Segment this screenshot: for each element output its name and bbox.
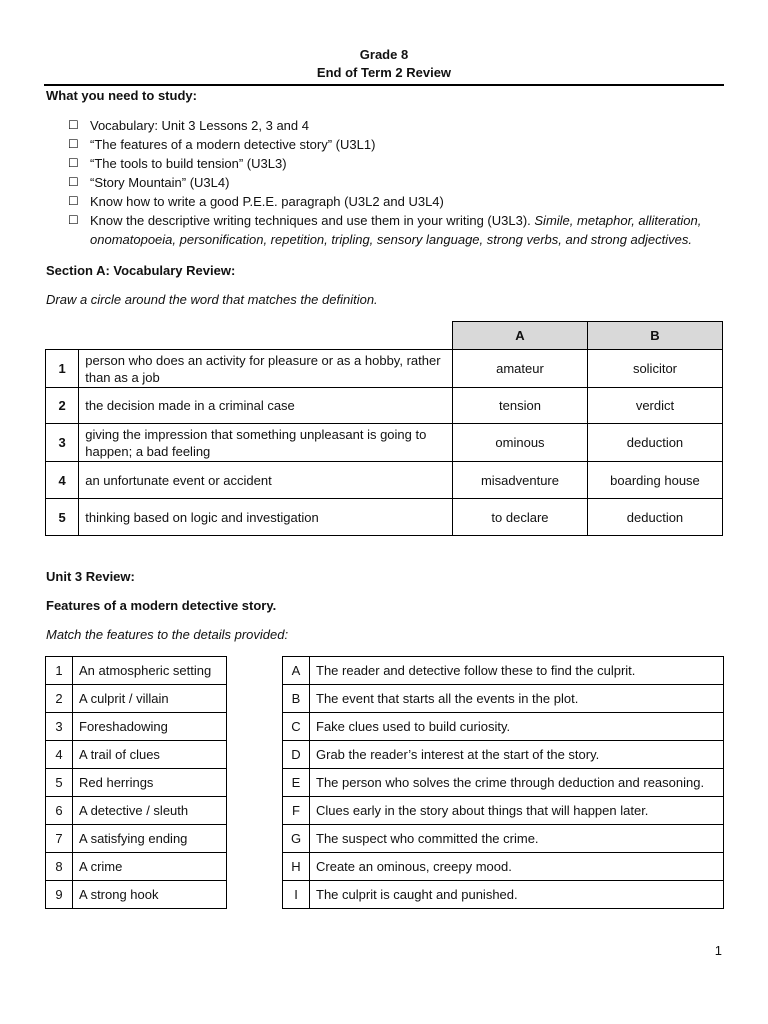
definition-cell: person who does an activity for pleasure or as a hobby, rather than as a job	[79, 350, 453, 388]
option-a-cell[interactable]: to declare	[452, 499, 587, 536]
detail-text: The person who solves the crime through deduction and reasoning.	[310, 769, 724, 797]
checkbox-icon[interactable]: ☐	[68, 137, 79, 151]
option-a-cell[interactable]: ominous	[452, 424, 587, 462]
detail-text: The culprit is caught and punished.	[310, 881, 724, 909]
checkbox-icon[interactable]: ☐	[68, 156, 79, 170]
row-number: 1	[46, 350, 79, 388]
detail-row	[283, 853, 724, 881]
feature-row	[46, 685, 227, 713]
feature-row	[46, 741, 227, 769]
checklist-item-label: “Story Mountain” (U3L4)	[90, 175, 230, 190]
option-a-cell[interactable]: misadventure	[452, 462, 587, 499]
checklist-item	[68, 135, 708, 154]
checklist-item-label: Vocabulary: Unit 3 Lessons 2, 3 and 4	[90, 118, 309, 133]
detail-row	[283, 881, 724, 909]
row-number: 2	[46, 388, 79, 424]
feature-row	[46, 797, 227, 825]
feature-number: 6	[46, 797, 73, 825]
feature-row	[46, 881, 227, 909]
feature-text: An atmospheric setting	[73, 657, 227, 685]
detail-row	[283, 657, 724, 685]
row-number: 3	[46, 424, 79, 462]
detail-letter: B	[283, 685, 310, 713]
detail-letter: H	[283, 853, 310, 881]
detail-row	[283, 769, 724, 797]
row-number: 5	[46, 499, 79, 536]
checklist-item-label: Know the descriptive writing techniques and use them in your writing (U3L3).	[90, 213, 535, 228]
definition-cell: giving the impression that something unpleasant is going to happen; a bad feeling	[79, 424, 453, 462]
section-a-heading: Section A: Vocabulary Review:	[46, 263, 236, 278]
details-table	[282, 656, 724, 909]
feature-number: 2	[46, 685, 73, 713]
column-a-header: A	[452, 322, 587, 350]
detail-row	[283, 685, 724, 713]
vocabulary-row	[46, 499, 723, 536]
detail-letter: A	[283, 657, 310, 685]
detail-text: Fake clues used to build curiosity.	[310, 713, 724, 741]
checklist-text	[90, 135, 375, 154]
header-rule	[44, 84, 724, 86]
checklist-item	[68, 154, 708, 173]
features-subheading: Features of a modern detective story.	[46, 598, 277, 613]
detail-text: Create an ominous, creepy mood.	[310, 853, 724, 881]
detail-text: Grab the reader’s interest at the start of the story.	[310, 741, 724, 769]
detail-text: The suspect who committed the crime.	[310, 825, 724, 853]
detail-row	[283, 825, 724, 853]
detail-letter: G	[283, 825, 310, 853]
column-b-header: B	[587, 322, 722, 350]
detail-letter: E	[283, 769, 310, 797]
feature-text: Foreshadowing	[73, 713, 227, 741]
detail-row	[283, 713, 724, 741]
detail-letter: F	[283, 797, 310, 825]
detail-text: The event that starts all the events in the plot.	[310, 685, 724, 713]
feature-text: A detective / sleuth	[73, 797, 227, 825]
feature-row	[46, 713, 227, 741]
checkbox-icon[interactable]: ☐	[68, 175, 79, 189]
feature-number: 4	[46, 741, 73, 769]
option-b-cell[interactable]: solicitor	[587, 350, 722, 388]
feature-row	[46, 657, 227, 685]
definition-cell: the decision made in a criminal case	[79, 388, 453, 424]
option-b-cell[interactable]: deduction	[587, 424, 722, 462]
feature-text: Red herrings	[73, 769, 227, 797]
feature-text: A culprit / villain	[73, 685, 227, 713]
vocabulary-row	[46, 462, 723, 499]
option-a-cell[interactable]: tension	[452, 388, 587, 424]
checklist-text	[90, 154, 287, 173]
page-number: 1	[714, 943, 722, 958]
feature-text: A crime	[73, 853, 227, 881]
option-b-cell[interactable]: deduction	[587, 499, 722, 536]
checklist-item	[68, 173, 708, 192]
grade-label: Grade 8	[359, 47, 409, 62]
row-number: 4	[46, 462, 79, 499]
feature-number: 3	[46, 713, 73, 741]
features-instruction: Match the features to the details provided:	[46, 627, 289, 642]
detail-row	[283, 797, 724, 825]
checklist-item-label: Know how to write a good P.E.E. paragraph (U3L2 and U3L4)	[90, 194, 444, 209]
checklist-item	[68, 116, 708, 135]
detail-row	[283, 741, 724, 769]
detail-letter: C	[283, 713, 310, 741]
checklist-item-label: “The features of a modern detective story” (U3L1)	[90, 137, 376, 152]
vocabulary-row	[46, 424, 723, 462]
page-title: End of Term 2 Review	[316, 65, 452, 80]
checklist-item	[68, 211, 708, 249]
detail-text: The reader and detective follow these to find the culprit.	[310, 657, 724, 685]
vocabulary-row	[46, 350, 723, 388]
feature-row	[46, 853, 227, 881]
checklist-text	[90, 116, 309, 135]
feature-number: 5	[46, 769, 73, 797]
option-a-cell[interactable]: amateur	[452, 350, 587, 388]
checklist-item-techniques: Simile, metaphor, alliteration, onomatopoeia, personification, repetition, tripling, sensory language, strong verbs, and strong adjectives.	[90, 213, 702, 247]
feature-number: 9	[46, 881, 73, 909]
definition-cell: thinking based on logic and investigation	[79, 499, 453, 536]
feature-row	[46, 769, 227, 797]
checkbox-icon[interactable]: ☐	[68, 194, 79, 208]
checklist-text	[90, 211, 708, 249]
detail-letter: D	[283, 741, 310, 769]
definition-cell: an unfortunate event or accident	[79, 462, 453, 499]
page-header	[44, 46, 724, 82]
study-checklist	[68, 116, 708, 249]
checkbox-icon[interactable]: ☐	[68, 118, 79, 132]
checklist-text	[90, 192, 444, 211]
feature-number: 1	[46, 657, 73, 685]
vocabulary-header-row	[46, 322, 723, 350]
unit3-heading: Unit 3 Review:	[46, 569, 135, 584]
detail-text: Clues early in the story about things that will happen later.	[310, 797, 724, 825]
feature-row	[46, 825, 227, 853]
features-table	[45, 656, 227, 909]
checklist-item	[68, 192, 708, 211]
detail-letter: I	[283, 881, 310, 909]
feature-text: A satisfying ending	[73, 825, 227, 853]
section-a-instruction: Draw a circle around the word that matches the definition.	[46, 292, 378, 307]
checkbox-icon[interactable]: ☐	[68, 213, 79, 227]
option-b-cell[interactable]: verdict	[587, 388, 722, 424]
feature-text: A trail of clues	[73, 741, 227, 769]
vocabulary-header-blank	[46, 322, 453, 350]
vocabulary-table	[45, 321, 723, 536]
vocabulary-row	[46, 388, 723, 424]
study-heading: What you need to study:	[46, 88, 197, 103]
option-b-cell[interactable]: boarding house	[587, 462, 722, 499]
feature-text: A strong hook	[73, 881, 227, 909]
feature-number: 8	[46, 853, 73, 881]
checklist-text	[90, 173, 229, 192]
feature-number: 7	[46, 825, 73, 853]
checklist-item-label: “The tools to build tension” (U3L3)	[90, 156, 287, 171]
